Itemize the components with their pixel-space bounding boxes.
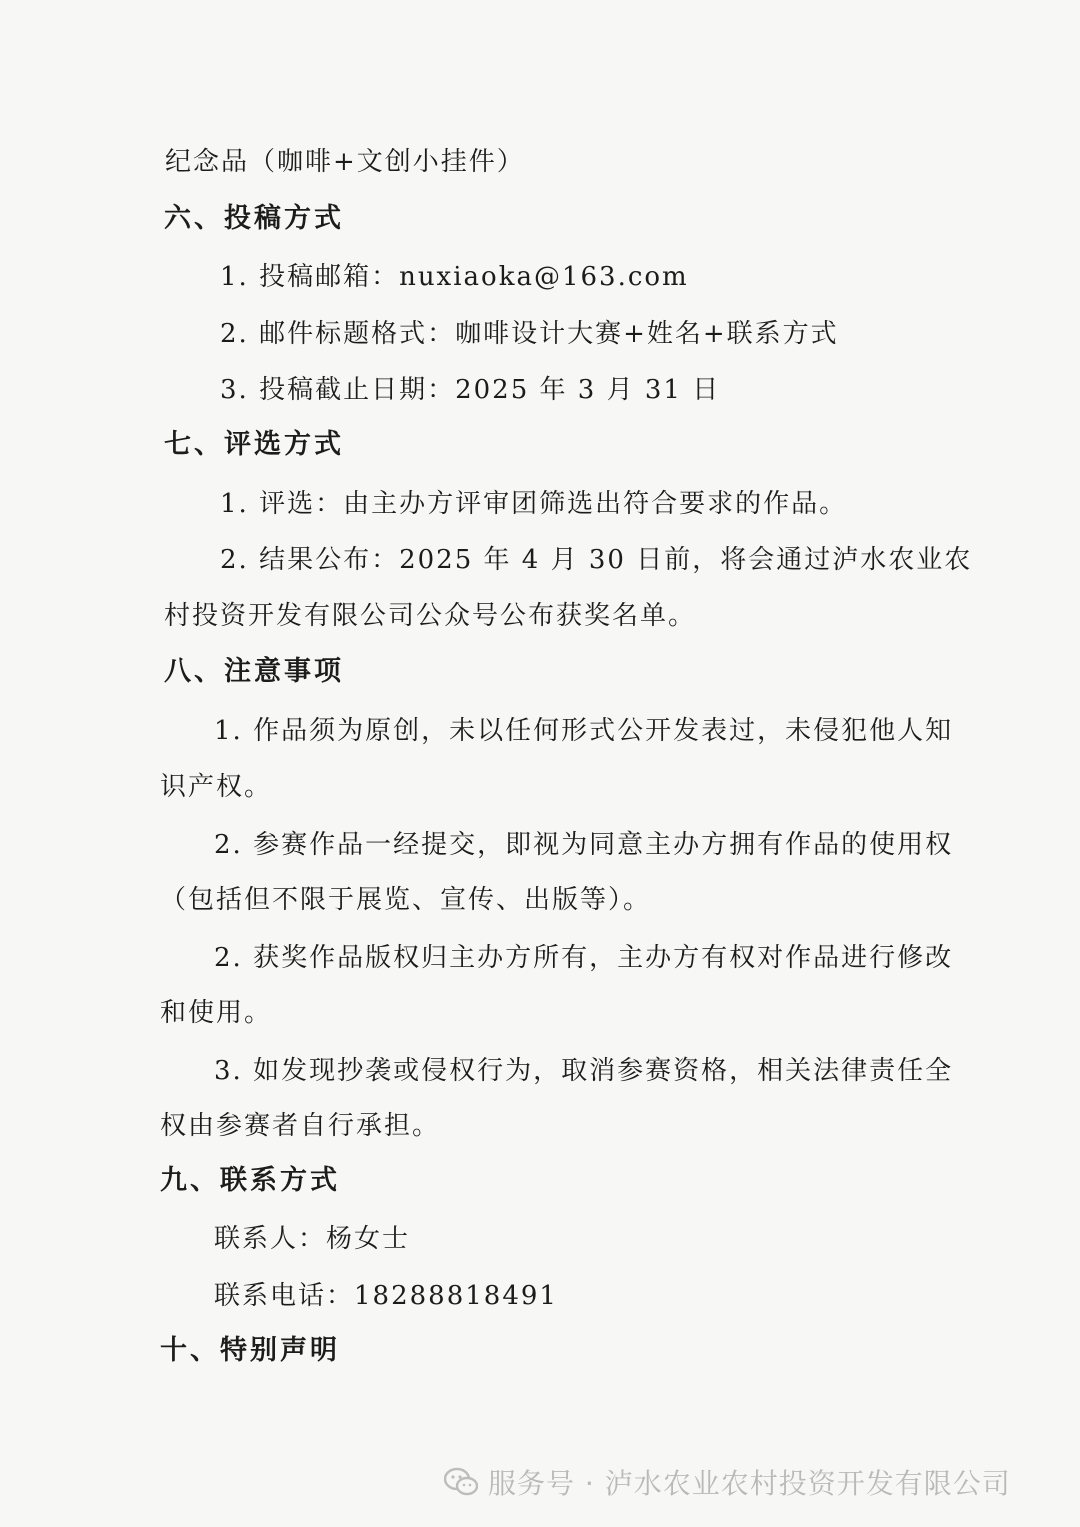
email-subject-format: 2. 邮件标题格式：咖啡设计大赛+姓名+联系方式 (220, 319, 839, 349)
notice-item-4-cont: 权由参赛者自行承担。 (160, 1111, 441, 1141)
section-10-heading: 十、特别声明 (160, 1335, 340, 1366)
submission-email: 1. 投稿邮箱：nuxiaoka@163.com (220, 262, 689, 292)
account-watermark (444, 1462, 1011, 1502)
contact-person: 联系人：杨女士 (214, 1224, 411, 1254)
notice-item-2: 2. 参赛作品一经提交，即视为同意主办方拥有作品的使用权 (214, 830, 954, 860)
section-9-heading: 九、联系方式 (160, 1165, 340, 1196)
prize-text-tail: 纪念品（咖啡+文创小挂件） (165, 147, 525, 177)
wechat-icon (444, 1467, 478, 1497)
notice-item-4: 3. 如发现抄袭或侵权行为，取消参赛资格，相关法律责任全 (214, 1056, 954, 1086)
section-6-heading: 六、投稿方式 (164, 203, 344, 234)
selection-item-1: 1. 评选：由主办方评审团筛选出符合要求的作品。 (220, 489, 848, 519)
selection-item-2-cont: 村投资开发有限公司公众号公布获奖名单。 (164, 601, 697, 631)
watermark-text: 服务号 · 泸水农业农村投资开发有限公司 (488, 1467, 1011, 1500)
notice-item-1-cont: 识产权。 (160, 772, 273, 802)
section-7-heading: 七、评选方式 (164, 429, 344, 460)
notice-item-3: 2. 获奖作品版权归主办方所有，主办方有权对作品进行修改 (214, 943, 954, 973)
notice-item-2-cont: （包括但不限于展览、宣传、出版等）。 (160, 885, 652, 915)
notice-item-1: 1. 作品须为原创，未以任何形式公开发表过，未侵犯他人知 (214, 716, 954, 746)
contact-phone: 联系电话：18288818491 (214, 1281, 558, 1311)
submission-deadline: 3. 投稿截止日期：2025 年 3 月 31 日 (220, 375, 721, 405)
section-8-heading: 八、注意事项 (164, 656, 344, 687)
notice-item-3-cont: 和使用。 (160, 998, 273, 1028)
selection-item-2: 2. 结果公布：2025 年 4 月 30 日前，将会通过泸水农业农 (220, 545, 973, 575)
